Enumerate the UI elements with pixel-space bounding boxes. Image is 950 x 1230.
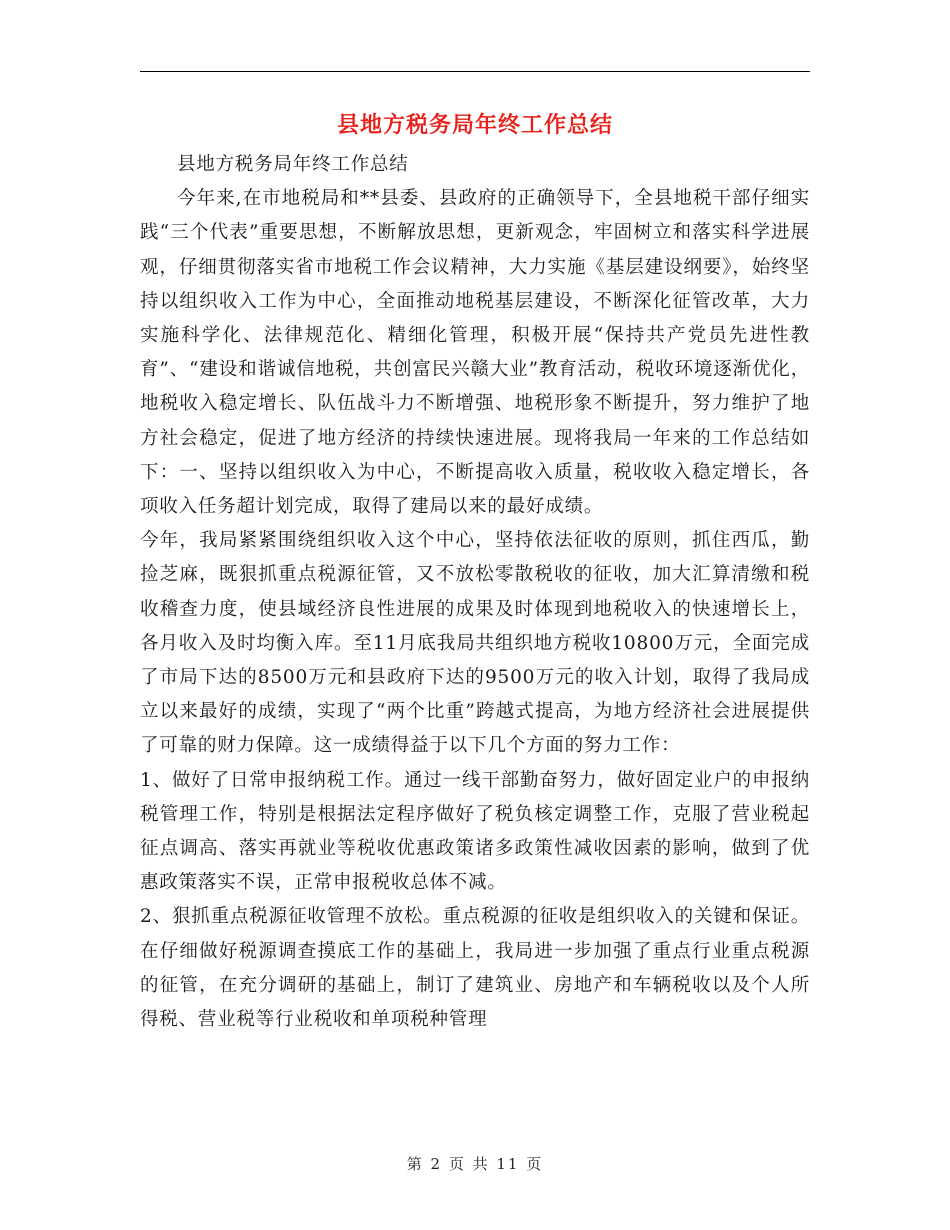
paragraph: 县地方税务局年终工作总结 (177, 154, 409, 175)
paragraph: 今年来,在市地税局和**县委、县政府的正确领导下，全县地税干部仔细实践“三个代表”重要思想，不断解放思想，更新观念，牢固树立和落实科学进展观，仔细贯彻落实省市地税工作会议精神，大力实施《基层建设纲要》，始终坚持以组织收入工作为中心，全面推动地税基层建设，不断深化征管改革，大力实施科学化、法律规范化、精细化管理，积极开展“保持共产党员先进性教育”、“建设和谐诚信地税，共创富民兴赣大业”教育活动，税收环境逐渐优化，地税收入稳定增长、队伍战斗力不断增强、地税形象不断提升，努力维护了地方社会稳定，促进了地方经济的持续快速进展。现将我局一年来的工作总结如下：一、坚持以组织收入为中心，不断提高收入质量，税收收入稳定增长，各项收入任务超计划完成，取得了建局以来的最好成绩。 (140, 188, 810, 518)
page-number: 第 2 页 共 11 页 (406, 1155, 544, 1173)
document-title: 县地方税务局年终工作总结 (336, 112, 613, 138)
paragraph: 今年，我局紧紧围绕组织收入这个中心，坚持依法征收的原则，抓住西瓜，勤捡芝麻，既狠抓重点税源征管，又不放松零散税收的征收，加大汇算清缴和税收稽查力度，使县域经济良性进展的成果及时体现到地税收入的快速增长上，各月收入及时均衡入库。至11月底我局共组织地方税收10800万元，全面完成了市局下达的8500万元和县政府下达的9500万元的收入计划，取得了我局成立以来最好的成绩，实现了“两个比重”跨越式提高，为地方经济社会进展提供了可靠的财力保障。这一成绩得益于以下几个方面的努力工作： (140, 530, 810, 757)
header-rule (140, 71, 810, 72)
paragraph: 1、做好了日常申报纳税工作。通过一线干部勤奋努力，做好固定业户的申报纳税管理工作，特别是根据法定程序做好了税负核定调整工作，克服了营业税起征点调高、落实再就业等税收优惠政策诸多政策性减收因素的影响，做到了优惠政策落实不误，正常申报税收总体不减。 (140, 769, 810, 894)
document-body (140, 148, 810, 1037)
paragraph: 2、狠抓重点税源征收管理不放松。重点税源的征收是组织收入的关键和保证。在仔细做好税源调查摸底工作的基础上，我局进一步加强了重点行业重点税源的征管，在充分调研的基础上，制订了建筑业、房地产和车辆税收以及个人所得税、营业税等行业税收和单项税种管理 (140, 906, 810, 1031)
